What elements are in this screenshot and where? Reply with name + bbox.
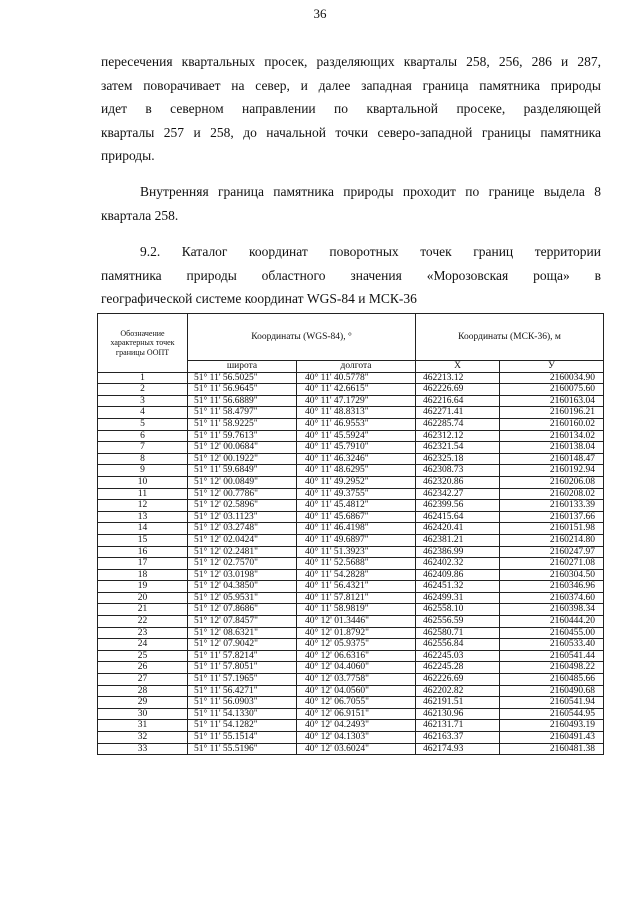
subheader-x: X: [416, 361, 500, 373]
cell-y: 2160160.02: [500, 418, 604, 430]
cell-latitude: 51° 12' 02.0424": [188, 534, 297, 546]
cell-y: 2160398.34: [500, 604, 604, 616]
table-row: [98, 511, 604, 523]
cell-latitude: 51° 11' 54.1330": [188, 708, 297, 720]
table-row: [98, 534, 604, 546]
cell-x: 462399.56: [416, 500, 500, 512]
table-row: [98, 453, 604, 465]
cell-point: 6: [98, 430, 188, 442]
cell-longitude: 40° 11' 45.6867": [297, 511, 416, 523]
cell-latitude: 51° 12' 04.3850": [188, 581, 297, 593]
cell-y: 2160490.68: [500, 685, 604, 697]
table-row: [98, 407, 604, 419]
cell-point: 26: [98, 662, 188, 674]
cell-longitude: 40° 12' 04.2493": [297, 720, 416, 732]
table-row: [98, 523, 604, 535]
cell-point: 14: [98, 523, 188, 535]
cell-y: 2160544.95: [500, 708, 604, 720]
cell-longitude: 40° 12' 03.7758": [297, 674, 416, 686]
cell-longitude: 40° 11' 49.2952": [297, 476, 416, 488]
cell-longitude: 40° 12' 01.3446": [297, 616, 416, 628]
table-row: [98, 372, 604, 384]
heading-line: памятника природы областного значения «Морозовская роща» в: [101, 267, 601, 283]
cell-longitude: 40° 11' 46.9553": [297, 418, 416, 430]
cell-y: 2160137.66: [500, 511, 604, 523]
cell-longitude: 40° 11' 45.4812": [297, 500, 416, 512]
cell-x: 462191.51: [416, 697, 500, 709]
cell-x: 462130.96: [416, 708, 500, 720]
cell-x: 462451.32: [416, 581, 500, 593]
cell-x: 462420.41: [416, 523, 500, 535]
cell-x: 462312.12: [416, 430, 500, 442]
cell-longitude: 40° 11' 40.5778": [297, 372, 416, 384]
cell-point: 15: [98, 534, 188, 546]
cell-longitude: 40° 12' 06.9151": [297, 708, 416, 720]
cell-longitude: 40° 12' 03.6024": [297, 743, 416, 755]
cell-point: 12: [98, 500, 188, 512]
cell-point: 4: [98, 407, 188, 419]
cell-y: 2160444.20: [500, 616, 604, 628]
cell-y: 2160541.44: [500, 650, 604, 662]
cell-y: 2160485.66: [500, 674, 604, 686]
cell-latitude: 51° 12' 00.0684": [188, 442, 297, 454]
cell-y: 2160208.02: [500, 488, 604, 500]
cell-latitude: 51° 11' 54.1282": [188, 720, 297, 732]
cell-y: 2160481.38: [500, 743, 604, 755]
cell-y: 2160533.40: [500, 639, 604, 651]
cell-x: 462556.59: [416, 616, 500, 628]
subheader-y: У: [500, 361, 604, 373]
cell-latitude: 51° 11' 55.1514": [188, 732, 297, 744]
cell-latitude: 51° 11' 56.6889": [188, 395, 297, 407]
cell-longitude: 40° 12' 05.9375": [297, 639, 416, 651]
cell-y: 2160034.90: [500, 372, 604, 384]
cell-point: 18: [98, 569, 188, 581]
table-row: [98, 488, 604, 500]
cell-latitude: 51° 11' 56.9645": [188, 384, 297, 396]
header-point: Обозначение характерных точек границы ООПТ: [98, 314, 188, 373]
cell-x: 462558.10: [416, 604, 500, 616]
cell-longitude: 40° 12' 04.4060": [297, 662, 416, 674]
cell-x: 462174.93: [416, 743, 500, 755]
table-row: [98, 639, 604, 651]
cell-longitude: 40° 11' 46.3246": [297, 453, 416, 465]
paragraph-inner-boundary-end: квартала 258.: [101, 208, 179, 223]
cell-y: 2160138.04: [500, 442, 604, 454]
table-row: [98, 604, 604, 616]
cell-y: 2160148.47: [500, 453, 604, 465]
cell-y: 2160134.02: [500, 430, 604, 442]
cell-longitude: 40° 12' 04.0560": [297, 685, 416, 697]
cell-latitude: 51° 11' 58.4797": [188, 407, 297, 419]
cell-x: 462580.71: [416, 627, 500, 639]
cell-point: 7: [98, 442, 188, 454]
header-wgs84: Координаты (WGS-84), °: [188, 314, 416, 361]
cell-x: 462271.41: [416, 407, 500, 419]
text-line: кварталы 257 и 258, до начальной точки северо-западной границы памятника: [101, 124, 601, 140]
table-row: [98, 418, 604, 430]
cell-x: 462325.18: [416, 453, 500, 465]
cell-latitude: 51° 12' 07.8686": [188, 604, 297, 616]
cell-y: 2160304.50: [500, 569, 604, 581]
table-row: [98, 662, 604, 674]
cell-latitude: 51° 12' 02.7570": [188, 558, 297, 570]
cell-latitude: 51° 11' 57.1965": [188, 674, 297, 686]
cell-x: 462163.37: [416, 732, 500, 744]
cell-longitude: 40° 11' 56.4321": [297, 581, 416, 593]
heading-line: 9.2. Каталог координат поворотных точек границ территории: [140, 244, 601, 259]
cell-latitude: 51° 11' 58.9225": [188, 418, 297, 430]
cell-point: 33: [98, 743, 188, 755]
section-heading-9-2: [101, 240, 601, 287]
cell-point: 10: [98, 476, 188, 488]
cell-latitude: 51° 11' 57.8214": [188, 650, 297, 662]
cell-longitude: 40° 11' 58.9819": [297, 604, 416, 616]
cell-point: 23: [98, 627, 188, 639]
cell-longitude: 40° 11' 45.7910": [297, 442, 416, 454]
table-row: [98, 592, 604, 604]
cell-latitude: 51° 12' 03.1123": [188, 511, 297, 523]
cell-x: 462386.99: [416, 546, 500, 558]
cell-point: 22: [98, 616, 188, 628]
table-row: [98, 395, 604, 407]
table-row: [98, 674, 604, 686]
cell-y: 2160206.08: [500, 476, 604, 488]
cell-latitude: 51° 11' 57.8051": [188, 662, 297, 674]
cell-point: 24: [98, 639, 188, 651]
coordinates-table: [97, 313, 604, 755]
table-body: [98, 372, 604, 755]
cell-point: 3: [98, 395, 188, 407]
cell-y: 2160163.04: [500, 395, 604, 407]
cell-point: 2: [98, 384, 188, 396]
cell-latitude: 51° 12' 05.9531": [188, 592, 297, 604]
cell-point: 25: [98, 650, 188, 662]
cell-y: 2160192.94: [500, 465, 604, 477]
cell-y: 2160493.19: [500, 720, 604, 732]
cell-longitude: 40° 12' 01.8792": [297, 627, 416, 639]
table-row: [98, 384, 604, 396]
cell-x: 462321.54: [416, 442, 500, 454]
cell-latitude: 51° 11' 56.5025": [188, 372, 297, 384]
cell-longitude: 40° 12' 04.1303": [297, 732, 416, 744]
cell-point: 27: [98, 674, 188, 686]
table-row: [98, 558, 604, 570]
cell-latitude: 51° 11' 56.4271": [188, 685, 297, 697]
cell-x: 462213.12: [416, 372, 500, 384]
table-row: [98, 581, 604, 593]
table-row: [98, 500, 604, 512]
cell-latitude: 51° 12' 00.7786": [188, 488, 297, 500]
cell-point: 31: [98, 720, 188, 732]
cell-x: 462342.27: [416, 488, 500, 500]
cell-x: 462415.64: [416, 511, 500, 523]
table-row: [98, 708, 604, 720]
table-row: [98, 546, 604, 558]
cell-x: 462202.82: [416, 685, 500, 697]
cell-latitude: 51° 12' 00.0849": [188, 476, 297, 488]
cell-longitude: 40° 11' 54.2828": [297, 569, 416, 581]
cell-point: 32: [98, 732, 188, 744]
cell-point: 13: [98, 511, 188, 523]
cell-longitude: 40° 11' 48.6295": [297, 465, 416, 477]
section-heading-9-2-end: географической системе координат WGS-84 и МСК-36: [101, 291, 417, 306]
cell-longitude: 40° 11' 42.6615": [297, 384, 416, 396]
cell-y: 2160075.60: [500, 384, 604, 396]
subheader-longitude: долгота: [297, 361, 416, 373]
cell-point: 21: [98, 604, 188, 616]
table-row: [98, 743, 604, 755]
cell-x: 462402.32: [416, 558, 500, 570]
cell-y: 2160491.43: [500, 732, 604, 744]
cell-point: 17: [98, 558, 188, 570]
text-line: идет в северном направлении по квартальной просеке, разделяющей: [101, 101, 601, 116]
cell-x: 462226.69: [416, 674, 500, 686]
cell-y: 2160455.00: [500, 627, 604, 639]
cell-point: 20: [98, 592, 188, 604]
cell-point: 19: [98, 581, 188, 593]
cell-latitude: 51° 11' 59.7613": [188, 430, 297, 442]
cell-y: 2160498.22: [500, 662, 604, 674]
cell-y: 2160196.21: [500, 407, 604, 419]
cell-longitude: 40° 11' 51.3923": [297, 546, 416, 558]
paragraph-inner-boundary: Внутренняя граница памятника природы проходит по границе выдела 8: [140, 184, 601, 199]
cell-y: 2160271.08: [500, 558, 604, 570]
cell-x: 462285.74: [416, 418, 500, 430]
text-line: затем поворачивает на север, и далее западная граница памятника природы: [101, 77, 601, 93]
cell-x: 462409.86: [416, 569, 500, 581]
table-row: [98, 732, 604, 744]
cell-y: 2160374.60: [500, 592, 604, 604]
cell-longitude: 40° 11' 57.8121": [297, 592, 416, 604]
cell-latitude: 51° 12' 07.8457": [188, 616, 297, 628]
cell-latitude: 51° 11' 56.0903": [188, 697, 297, 709]
cell-x: 462381.21: [416, 534, 500, 546]
table-row: [98, 442, 604, 454]
table-row: [98, 616, 604, 628]
cell-latitude: 51° 11' 59.6849": [188, 465, 297, 477]
cell-latitude: 51° 12' 02.5896": [188, 500, 297, 512]
cell-y: 2160214.80: [500, 534, 604, 546]
table-row: [98, 627, 604, 639]
cell-x: 462320.86: [416, 476, 500, 488]
table-row: [98, 476, 604, 488]
page-number: 36: [313, 6, 327, 21]
cell-x: 462499.31: [416, 592, 500, 604]
cell-longitude: 40° 11' 49.6897": [297, 534, 416, 546]
cell-point: 9: [98, 465, 188, 477]
cell-latitude: 51° 12' 03.0198": [188, 569, 297, 581]
cell-longitude: 40° 12' 06.7055": [297, 697, 416, 709]
cell-longitude: 40° 11' 47.1729": [297, 395, 416, 407]
cell-y: 2160133.39: [500, 500, 604, 512]
cell-y: 2160541.94: [500, 697, 604, 709]
cell-y: 2160151.98: [500, 523, 604, 535]
cell-x: 462556.84: [416, 639, 500, 651]
cell-x: 462245.28: [416, 662, 500, 674]
cell-point: 16: [98, 546, 188, 558]
cell-latitude: 51° 12' 07.9042": [188, 639, 297, 651]
cell-longitude: 40° 11' 49.3755": [297, 488, 416, 500]
cell-y: 2160247.97: [500, 546, 604, 558]
cell-x: 462226.69: [416, 384, 500, 396]
paragraph-boundary-description: [101, 50, 601, 144]
cell-point: 11: [98, 488, 188, 500]
cell-x: 462308.73: [416, 465, 500, 477]
cell-longitude: 40° 11' 52.5688": [297, 558, 416, 570]
cell-latitude: 51° 12' 00.1922": [188, 453, 297, 465]
table-row: [98, 465, 604, 477]
cell-longitude: 40° 12' 06.6316": [297, 650, 416, 662]
cell-point: 8: [98, 453, 188, 465]
cell-latitude: 51° 12' 08.6321": [188, 627, 297, 639]
table-row: [98, 720, 604, 732]
text-line: пересечения квартальных просек, разделяющих кварталы 258, 256, 286 и 287,: [101, 54, 601, 69]
cell-latitude: 51° 12' 02.2481": [188, 546, 297, 558]
cell-x: 462245.03: [416, 650, 500, 662]
cell-point: 5: [98, 418, 188, 430]
table-row: [98, 650, 604, 662]
cell-x: 462216.64: [416, 395, 500, 407]
cell-longitude: 40° 11' 45.5924": [297, 430, 416, 442]
cell-y: 2160346.96: [500, 581, 604, 593]
paragraph-boundary-end: природы.: [101, 148, 155, 163]
cell-point: 29: [98, 697, 188, 709]
cell-longitude: 40° 11' 48.8313": [297, 407, 416, 419]
table-row: [98, 697, 604, 709]
subheader-latitude: широта: [188, 361, 297, 373]
cell-point: 1: [98, 372, 188, 384]
table-row: [98, 569, 604, 581]
cell-latitude: 51° 12' 03.2748": [188, 523, 297, 535]
cell-point: 28: [98, 685, 188, 697]
table-row: [98, 685, 604, 697]
cell-point: 30: [98, 708, 188, 720]
cell-latitude: 51° 11' 55.5196": [188, 743, 297, 755]
table-row: [98, 430, 604, 442]
header-msk36: Координаты (МСК-36), м: [416, 314, 604, 361]
cell-x: 462131.71: [416, 720, 500, 732]
cell-longitude: 40° 11' 46.4198": [297, 523, 416, 535]
